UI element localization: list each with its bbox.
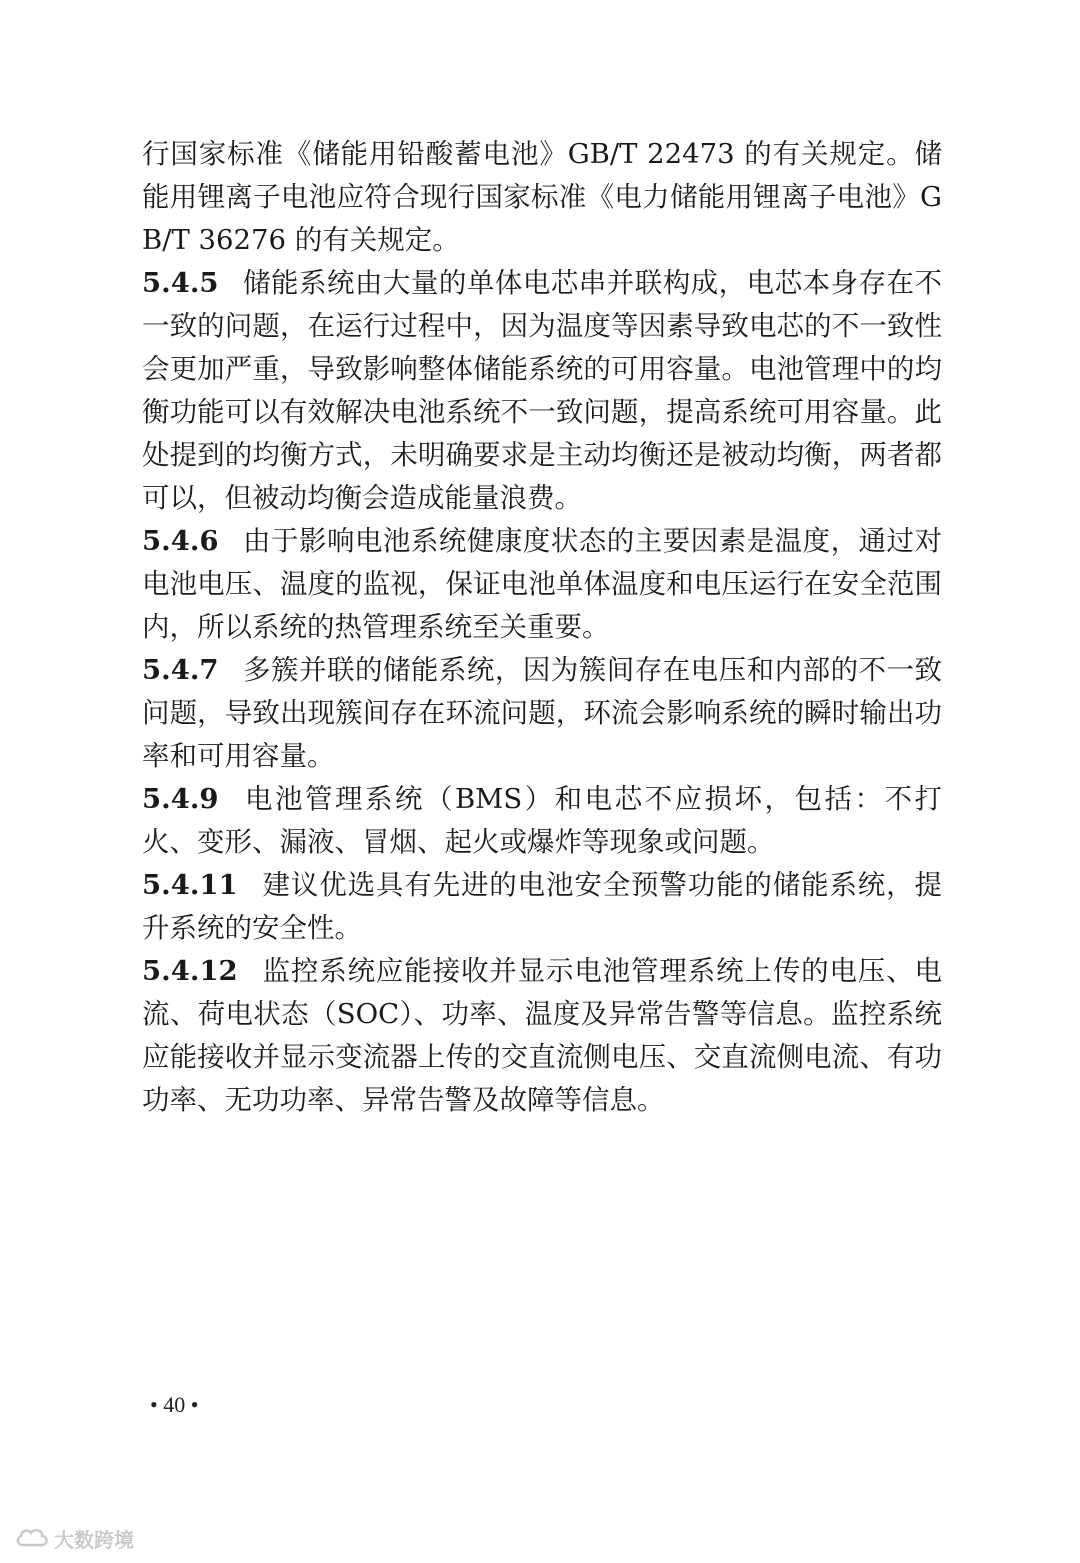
clause-text: 监控系统应能接收并显示电池管理系统上传的电压、电流、荷电状态（SOC）、功率、温度及异常告警等信息。监控系统应能接收并显示变流器上传的交直流侧电压、交直流侧电流、有功功率、无功功率、异常告警及故障等信息。 bbox=[142, 955, 942, 1116]
watermark bbox=[14, 1522, 134, 1554]
clause-5-4-9 bbox=[142, 778, 942, 864]
clause-text: 建议优选具有先进的电池安全预警功能的储能系统，提升系统的安全性。 bbox=[142, 869, 942, 944]
clause-5-4-5 bbox=[142, 262, 942, 520]
clause-text: 电池管理系统（BMS）和电芯不应损坏，包括：不打火、变形、漏液、冒烟、起火或爆炸等现象或问题。 bbox=[142, 783, 942, 858]
paragraph-continuation bbox=[142, 133, 942, 262]
clause-number: 5.4.9 bbox=[142, 783, 219, 815]
clause-number: 5.4.12 bbox=[142, 955, 238, 987]
clause-5-4-6 bbox=[142, 520, 942, 649]
clause-number: 5.4.5 bbox=[142, 267, 219, 299]
clause-5-4-7 bbox=[142, 649, 942, 778]
clause-text: 储能系统由大量的单体电芯串并联构成，电芯本身存在不一致的问题，在运行过程中，因为温度等因素导致电芯的不一致性会更加严重，导致影响整体储能系统的可用容量。电池管理中的均衡功能可以有效解决电池系统不一致问题，提高系统可用容量。此处提到的均衡方式，未明确要求是主动均衡还是被动均衡，两者都可以，但被动均衡会造成能量浪费。 bbox=[142, 267, 942, 514]
document-body bbox=[142, 133, 942, 1122]
clause-text: 多簇并联的储能系统，因为簇间存在电压和内部的不一致问题，导致出现簇间存在环流问题，环流会影响系统的瞬时输出功率和可用容量。 bbox=[142, 654, 942, 772]
clause-number: 5.4.7 bbox=[142, 654, 219, 686]
clause-5-4-11 bbox=[142, 864, 942, 950]
clause-text: 由于影响电池系统健康度状态的主要因素是温度，通过对电池电压、温度的监视，保证电池单体温度和电压运行在安全范围内，所以系统的热管理系统至关重要。 bbox=[142, 525, 942, 643]
clause-5-4-12 bbox=[142, 950, 942, 1122]
paragraph-text: 行国家标准《储能用铅酸蓄电池》GB/T 22473 的有关规定。储能用锂离子电池应符合现行国家标准《电力储能用锂离子电池》GB/T 36276 的有关规定。 bbox=[142, 138, 942, 256]
cloud-logo-icon bbox=[14, 1525, 50, 1551]
clause-number: 5.4.6 bbox=[142, 525, 219, 557]
clause-number: 5.4.11 bbox=[142, 869, 238, 901]
watermark-text: 大数跨境 bbox=[54, 1527, 134, 1552]
page-number: • 40 • bbox=[150, 1392, 199, 1417]
